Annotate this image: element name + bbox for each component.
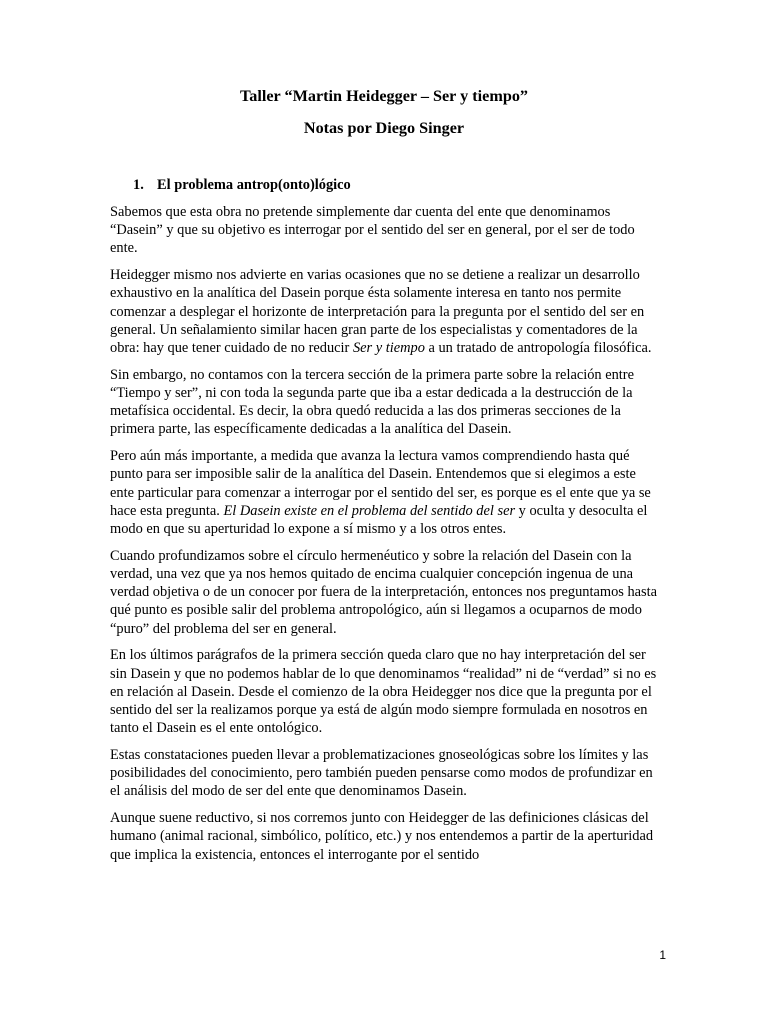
paragraph-text: Heidegger mismo nos advierte en varias ocasiones que no se detiene a realizar un desarrollo exhaustivo en la analítica del Dasein porque ésta solamente interesa en tanto nos permite comenzar a desplegar el horizonte de interpretación para la pregunta por el sentido del ser en general. Un señalamiento similar hacen gran parte de los especialistas y comentadores de la obra: hay que tener cuidado de no reducir [110, 267, 645, 357]
section-number: 1. [133, 177, 144, 193]
paragraph [110, 809, 658, 864]
paragraph-text: a un tratado de antropología filosófica. [424, 340, 652, 357]
paragraph-text: Pero aún más importante, a medida que avanza la lectura vamos comprendiendo hasta qué punto para ser imposible salir de la analítica del Dasein. Entendemos que si elegimos a este ente particular para comenzar a interrogar por el sentido del ser, es porque es el ente que ya se hace esta pregunta. [110, 448, 651, 519]
paragraph [110, 203, 658, 258]
page-number: 1 [659, 948, 666, 962]
paragraph [110, 646, 658, 737]
paragraph-text: Estas constataciones pueden llevar a problematizaciones gnoseológicas sobre los límites y las posibilidades del conocimiento, pero también pueden pensarse como modos de profundizar en el análisis del modo de ser del ente que denominamos Dasein. [110, 747, 653, 800]
document-title: Taller “Martin Heidegger – Ser y tiempo” [239, 87, 529, 105]
paragraph-text: Aunque suene reductivo, si nos corremos junto con Heidegger de las definiciones clásicas del humano (animal racional, simbólico, político, etc.) y nos entendemos a partir de la aperturidad que implica la existencia, entonces el interrogante por el sentido [110, 810, 654, 863]
paragraph-text: En los últimos parágrafos de la primera sección queda claro que no hay interpretación del ser sin Dasein y que no podemos hablar de lo que denominamos “realidad” ni de “verdad” si no es en relación al Dasein. Desde el comienzo de la obra Heidegger nos dice que la pregunta por el sentido del ser la realizamos porque ya está de algún modo siempre formulada en nosotros en tanto el Dasein es el ente ontológico. [110, 647, 657, 737]
paragraph [110, 266, 658, 357]
paragraph [110, 746, 658, 801]
paragraph-text: Sabemos que esta obra no pretende simplemente dar cuenta del ente que denominamos “Dasein” y que su objetivo es interrogar por el sentido del ser en general, por el ser de todo ente. [110, 204, 635, 257]
body-text [110, 203, 658, 872]
section-title: El problema antrop(onto)lógico [157, 177, 351, 193]
italic-text: El Dasein existe en el problema del sentido del ser [223, 502, 516, 519]
paragraph-text: Sin embargo, no contamos con la tercera sección de la primera parte sobre la relación entre “Tiempo y ser”, ni con toda la segunda parte que iba a estar dedicada a la destrucción de la metafísica occidental. Es decir, la obra quedó reducida a las dos primeras secciones de la primera parte, las específicamente dedicadas a la analítica del Dasein. [110, 366, 634, 438]
document-subtitle: Notas por Diego Singer [303, 119, 465, 137]
paragraph [110, 366, 658, 439]
paragraph [110, 547, 658, 638]
italic-text: Ser y tiempo [352, 340, 425, 357]
section-heading [133, 176, 351, 194]
paragraph-text: y oculta y desoculta el modo en que su aperturidad lo expone a sí mismo y a los otros entes. [110, 502, 648, 538]
paragraph-text: Cuando profundizamos sobre el círculo hermenéutico y sobre la relación del Dasein con la verdad, una vez que ya nos hemos quitado de encima cualquier concepción ingenua de una verdad objetiva o de un conocer por fuera de la interpretación, entonces nos preguntamos hasta qué punto es posible salir del problema antropológico, aún si llegamos a ocuparnos de modo “puro” del problema del ser en general. [110, 547, 658, 637]
paragraph [110, 447, 658, 538]
